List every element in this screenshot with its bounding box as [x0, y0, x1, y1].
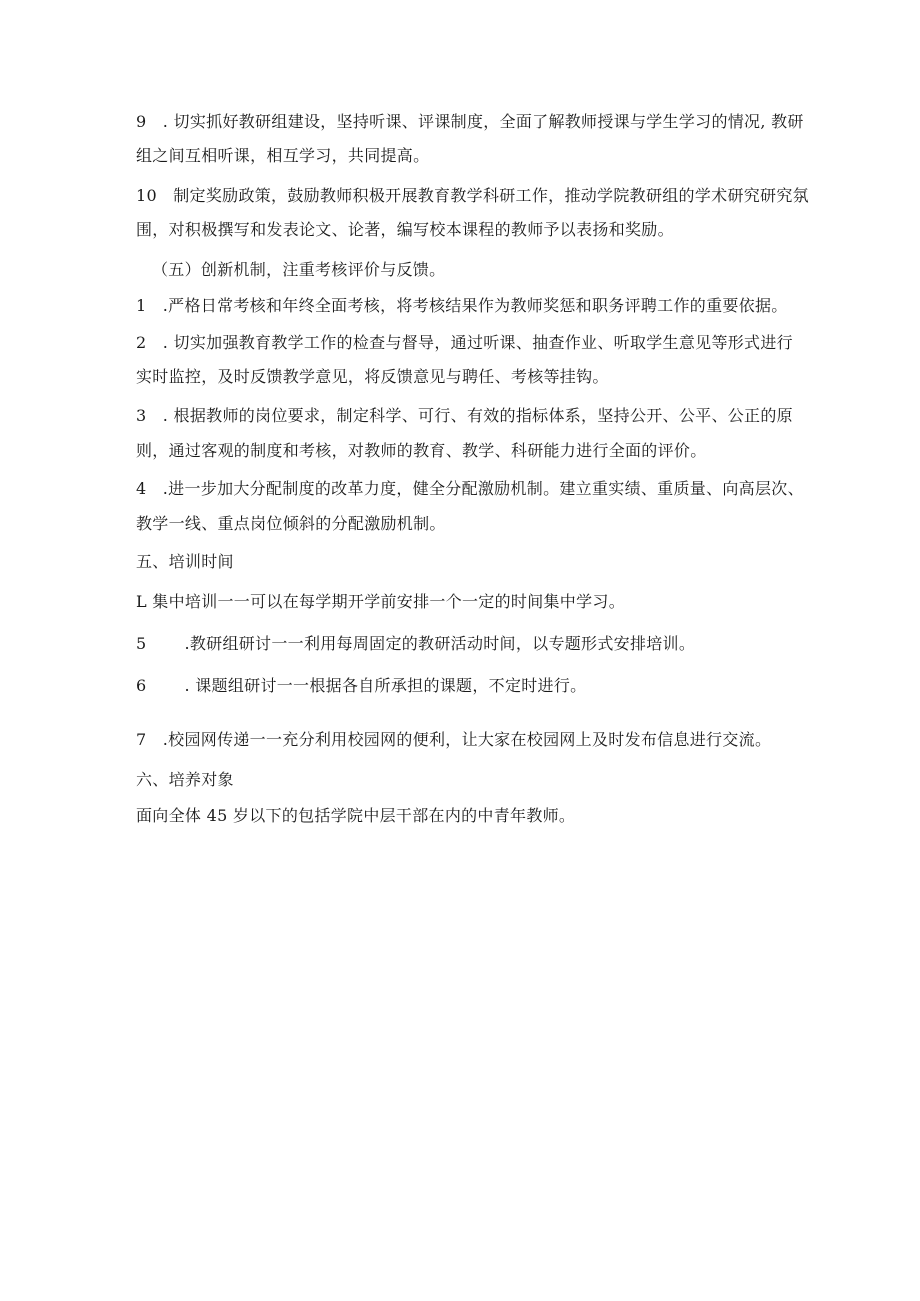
target-description: 面向全体 45 岁以下的包括学院中层干部在内的中青年教师。 — [136, 806, 576, 825]
section-heading-training-time: 五、培训时间 — [136, 552, 234, 571]
paragraph-item-2-line-2: 实时监控，及时反馈教学意见，将反馈意见与聘任、考核等挂钩。 — [136, 367, 609, 386]
training-item-5: 5 .教研组研讨一一利用每周固定的教研活动时间，以专题形式安排培训。 — [136, 634, 696, 653]
paragraph-9-line-2: 组之间互相听课，相互学习，共同提高。 — [136, 146, 430, 165]
paragraph-10-line-2: 围，对积极撰写和发表论文、论著，编写校本课程的教师予以表扬和奖励。 — [136, 220, 674, 239]
paragraph-item-2-line-1: 2 . 切实加强教育教学工作的检查与督导，通过听课、抽查作业、听取学生意见等形式进行 — [136, 333, 793, 352]
section-heading-target: 六、培养对象 — [136, 770, 234, 789]
paragraph-item-3-line-2: 则，通过客观的制度和考核，对教师的教育、教学、科研能力进行全面的评价。 — [136, 441, 707, 460]
training-item-7: 7 .校园网传递一一充分利用校园网的便利，让大家在校园网上及时发布信息进行交流。 — [136, 730, 772, 749]
training-item-6: 6 . 课题组研讨一一根据各自所承担的课题，不定时进行。 — [136, 676, 587, 695]
section-heading-innovation: （五）创新机制，注重考核评价与反馈。 — [152, 260, 446, 279]
paragraph-9-line-1: 9 . 切实抓好教研组建设，坚持听课、评课制度，全面了解教师授课与学生学习的情况, 教研 — [136, 112, 804, 131]
paragraph-item-3-line-1: 3 . 根据教师的岗位要求，制定科学、可行、有效的指标体系，坚持公开、公平、公正的原 — [136, 406, 793, 425]
training-item-centralized: L 集中培训一一可以在每学期开学前安排一个一定的时间集中学习。 — [136, 592, 626, 611]
paragraph-item-4-line-2: 教学一线、重点岗位倾斜的分配激励机制。 — [136, 514, 446, 533]
paragraph-item-4-line-1: 4 .进一步加大分配制度的改革力度，健全分配激励机制。建立重实绩、重质量、向高层次、 — [136, 479, 804, 498]
paragraph-10-line-1: 10 制定奖励政策，鼓励教师积极开展教育教学科研工作，推动学院教研组的学术研究研究氛 — [136, 186, 809, 205]
paragraph-item-1: 1 .严格日常考核和年终全面考核，将考核结果作为教师奖惩和职务评聘工作的重要依据。 — [136, 296, 788, 315]
